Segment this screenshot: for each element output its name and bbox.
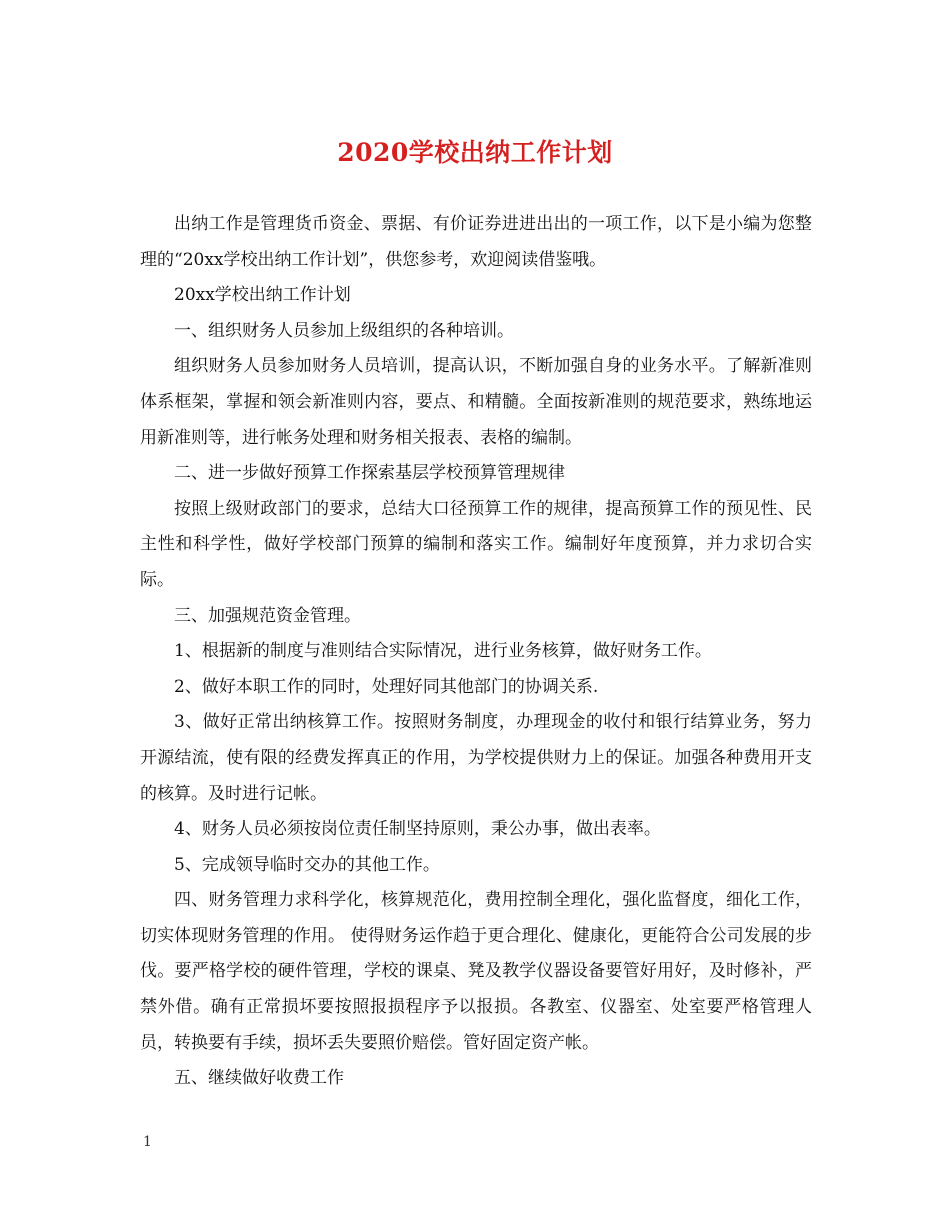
section-heading-5: 五、继续做好收费工作: [174, 1068, 344, 1089]
subtitle-paragraph: 20xx学校出纳工作计划: [174, 285, 351, 306]
list-item-5: 5、完成领导临时交办的其他工作。: [174, 854, 440, 875]
list-item-4: 4、财务人员必须按岗位责任制坚持原则，秉公办事，做出表率。: [174, 819, 661, 840]
page-number: 1: [143, 1134, 152, 1150]
document-body: [140, 207, 812, 1097]
section-heading-1: 一、组织财务人员参加上级组织的各种培训。: [174, 320, 514, 341]
section-heading-3: 三、加强规范资金管理。: [174, 605, 361, 626]
list-item-3: 3、做好正常出纳核算工作。按照财务制度，办理现金的收付和银行结算业务，努力开源结流，使有限的经费发挥真正的作用，为学校提供财力上的保证。加强各种费用开支的核算。及时进行记帐。: [140, 712, 812, 804]
intro-paragraph: 出纳工作是管理货币资金、票据、有价证券进进出出的一项工作，以下是小编为您整理的“20xx学校出纳工作计划”，供您参考，欢迎阅读借鉴哦。: [140, 214, 812, 270]
section-heading-2: 二、进一步做好预算工作探索基层学校预算管理规律: [174, 463, 565, 484]
section-1-paragraph: 组织财务人员参加财务人员培训，提高认识，不断加强自身的业务水平。了解新准则体系框架，掌握和领会新准则内容，要点、和精髓。全面按新准则的规范要求，熟练地运用新准则等，进行帐务处理和财务相关报表、表格的编制。: [140, 356, 812, 448]
section-4-paragraph: 四、财务管理力求科学化，核算规范化，费用控制全理化，强化监督度，细化工作，切实体现财务管理的作用。 使得财务运作趋于更合理化、健康化，更能符合公司发展的步伐。要严格学校的硬件管理，学校的课桌、凳及教学仪器设备要管好用好，及时修补，严禁外借。确有正常损坏要按照报损程序予以报损。各教室、仪器室、处室要严格管理人员，转换要有手续，损坏丢失要照价赔偿。管好固定资产帐。: [140, 890, 812, 1053]
list-item-2: 2、做好本职工作的同时，处理好同其他部门的协调关系.: [174, 676, 599, 697]
list-item-1: 1、根据新的制度与准则结合实际情况，进行业务核算，做好财务工作。: [174, 641, 712, 662]
section-2-paragraph: 按照上级财政部门的要求，总结大口径预算工作的规律，提高预算工作的预见性、民主性和科学性，做好学校部门预算的编制和落实工作。编制好年度预算，并力求切合实际。: [140, 498, 812, 590]
document-title: 2020学校出纳工作计划: [337, 138, 613, 167]
